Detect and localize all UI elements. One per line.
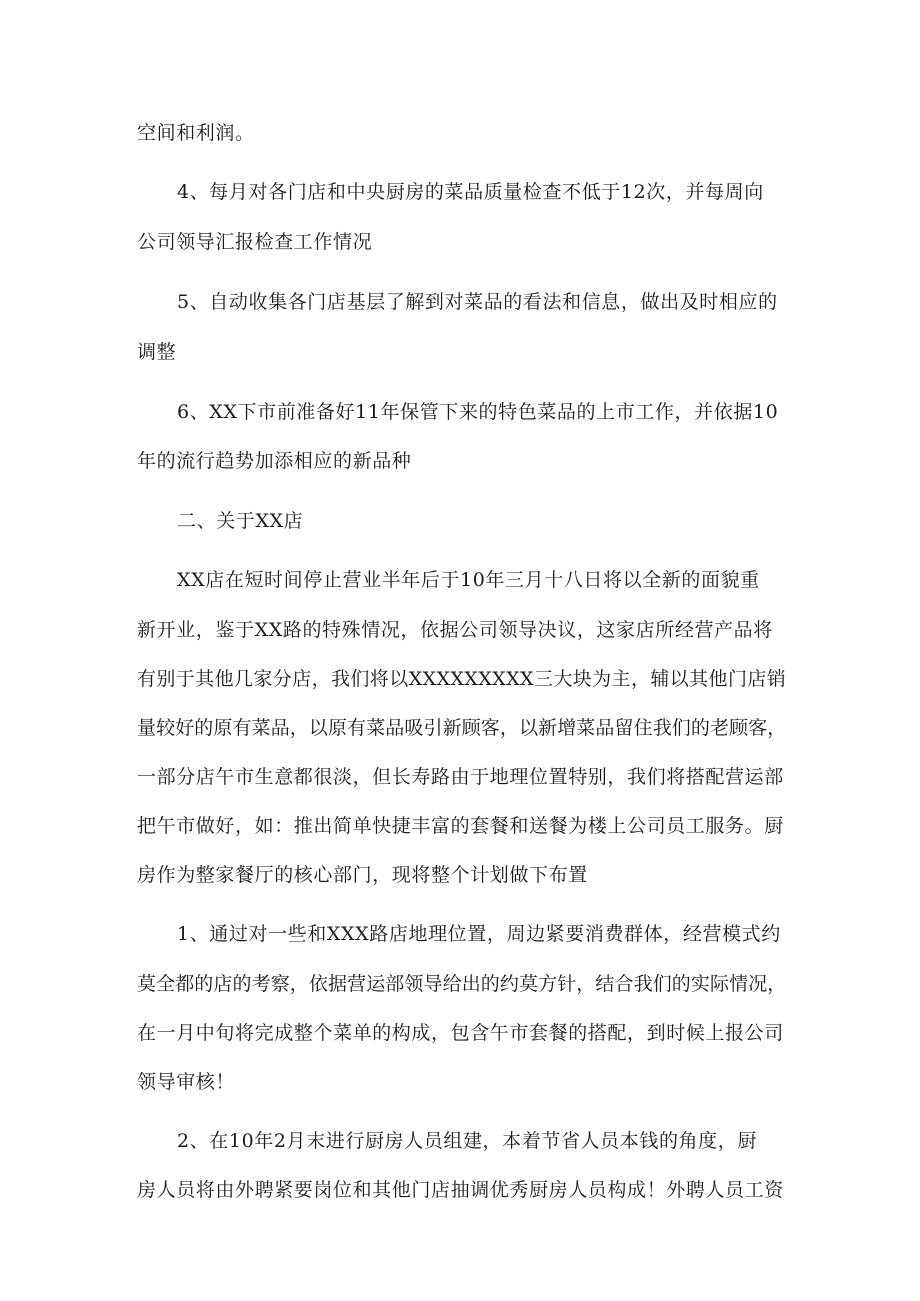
text-line: 5、自动收集各门店基层了解到对菜品的看法和信息，做出及时相应的 (177, 291, 778, 313)
text-line: 调整 (137, 341, 177, 363)
text-line: 新开业，鉴于XX路的特殊情况，依据公司领导决议，这家店所经营产品将 (137, 619, 773, 641)
text-line: 6、XX下市前准备好11年保管下来的特色菜品的上市工作，并依据10 (177, 401, 779, 423)
text-line: 房人员将由外聘紧要岗位和其他门店抽调优秀厨房人员构成！外聘人员工资 (137, 1179, 784, 1201)
text-line: 量较好的原有菜品，以原有菜品吸引新顾客，以新增菜品留住我们的老顾客， (137, 717, 787, 739)
text-line: 莫全都的店的考察，依据营运部领导给出的约莫方针，结合我们的实际情况， (137, 973, 787, 995)
text-line: 2、在10年2月末进行厨房人员组建，本着节省人员本钱的角度，厨 (177, 1130, 757, 1152)
text-line: 在一月中旬将完成整个菜单的构成，包含午市套餐的搭配，到时候上报公司 (137, 1022, 784, 1044)
text-line: 房作为整家餐厅的核心部门，现将整个计划做下布置 (137, 864, 588, 886)
text-line: XX店在短时间停止营业半年后于10年三月十八日将以全新的面貌重 (177, 569, 760, 591)
text-line: 1、通过对一些和XXX路店地理位置，周边紧要消费群体，经营模式约 (177, 923, 781, 945)
text-line: 年的流行趋势加添相应的新品种 (137, 450, 412, 472)
text-line: 有别于其他几家分店，我们将以XXXXXXXXX三大块为主，辅以其他门店销 (137, 668, 787, 690)
text-line: 空间和利润。 (137, 122, 255, 144)
text-line: 公司领导汇报检查工作情况 (137, 231, 373, 253)
text-line: 领导审核！ (137, 1071, 236, 1093)
text-line: 把午市做好，如：推出简单快捷丰富的套餐和送餐为楼上公司员工服务。厨 (137, 815, 784, 837)
text-line: 一部分店午市生意都很淡，但长寿路由于地理位置特别，我们将搭配营运部 (137, 766, 784, 788)
text-line: 4、每月对各门店和中央厨房的菜品质量检查不低于12次，并每周向 (177, 181, 764, 203)
section-heading: 二、关于XX店 (177, 510, 304, 532)
